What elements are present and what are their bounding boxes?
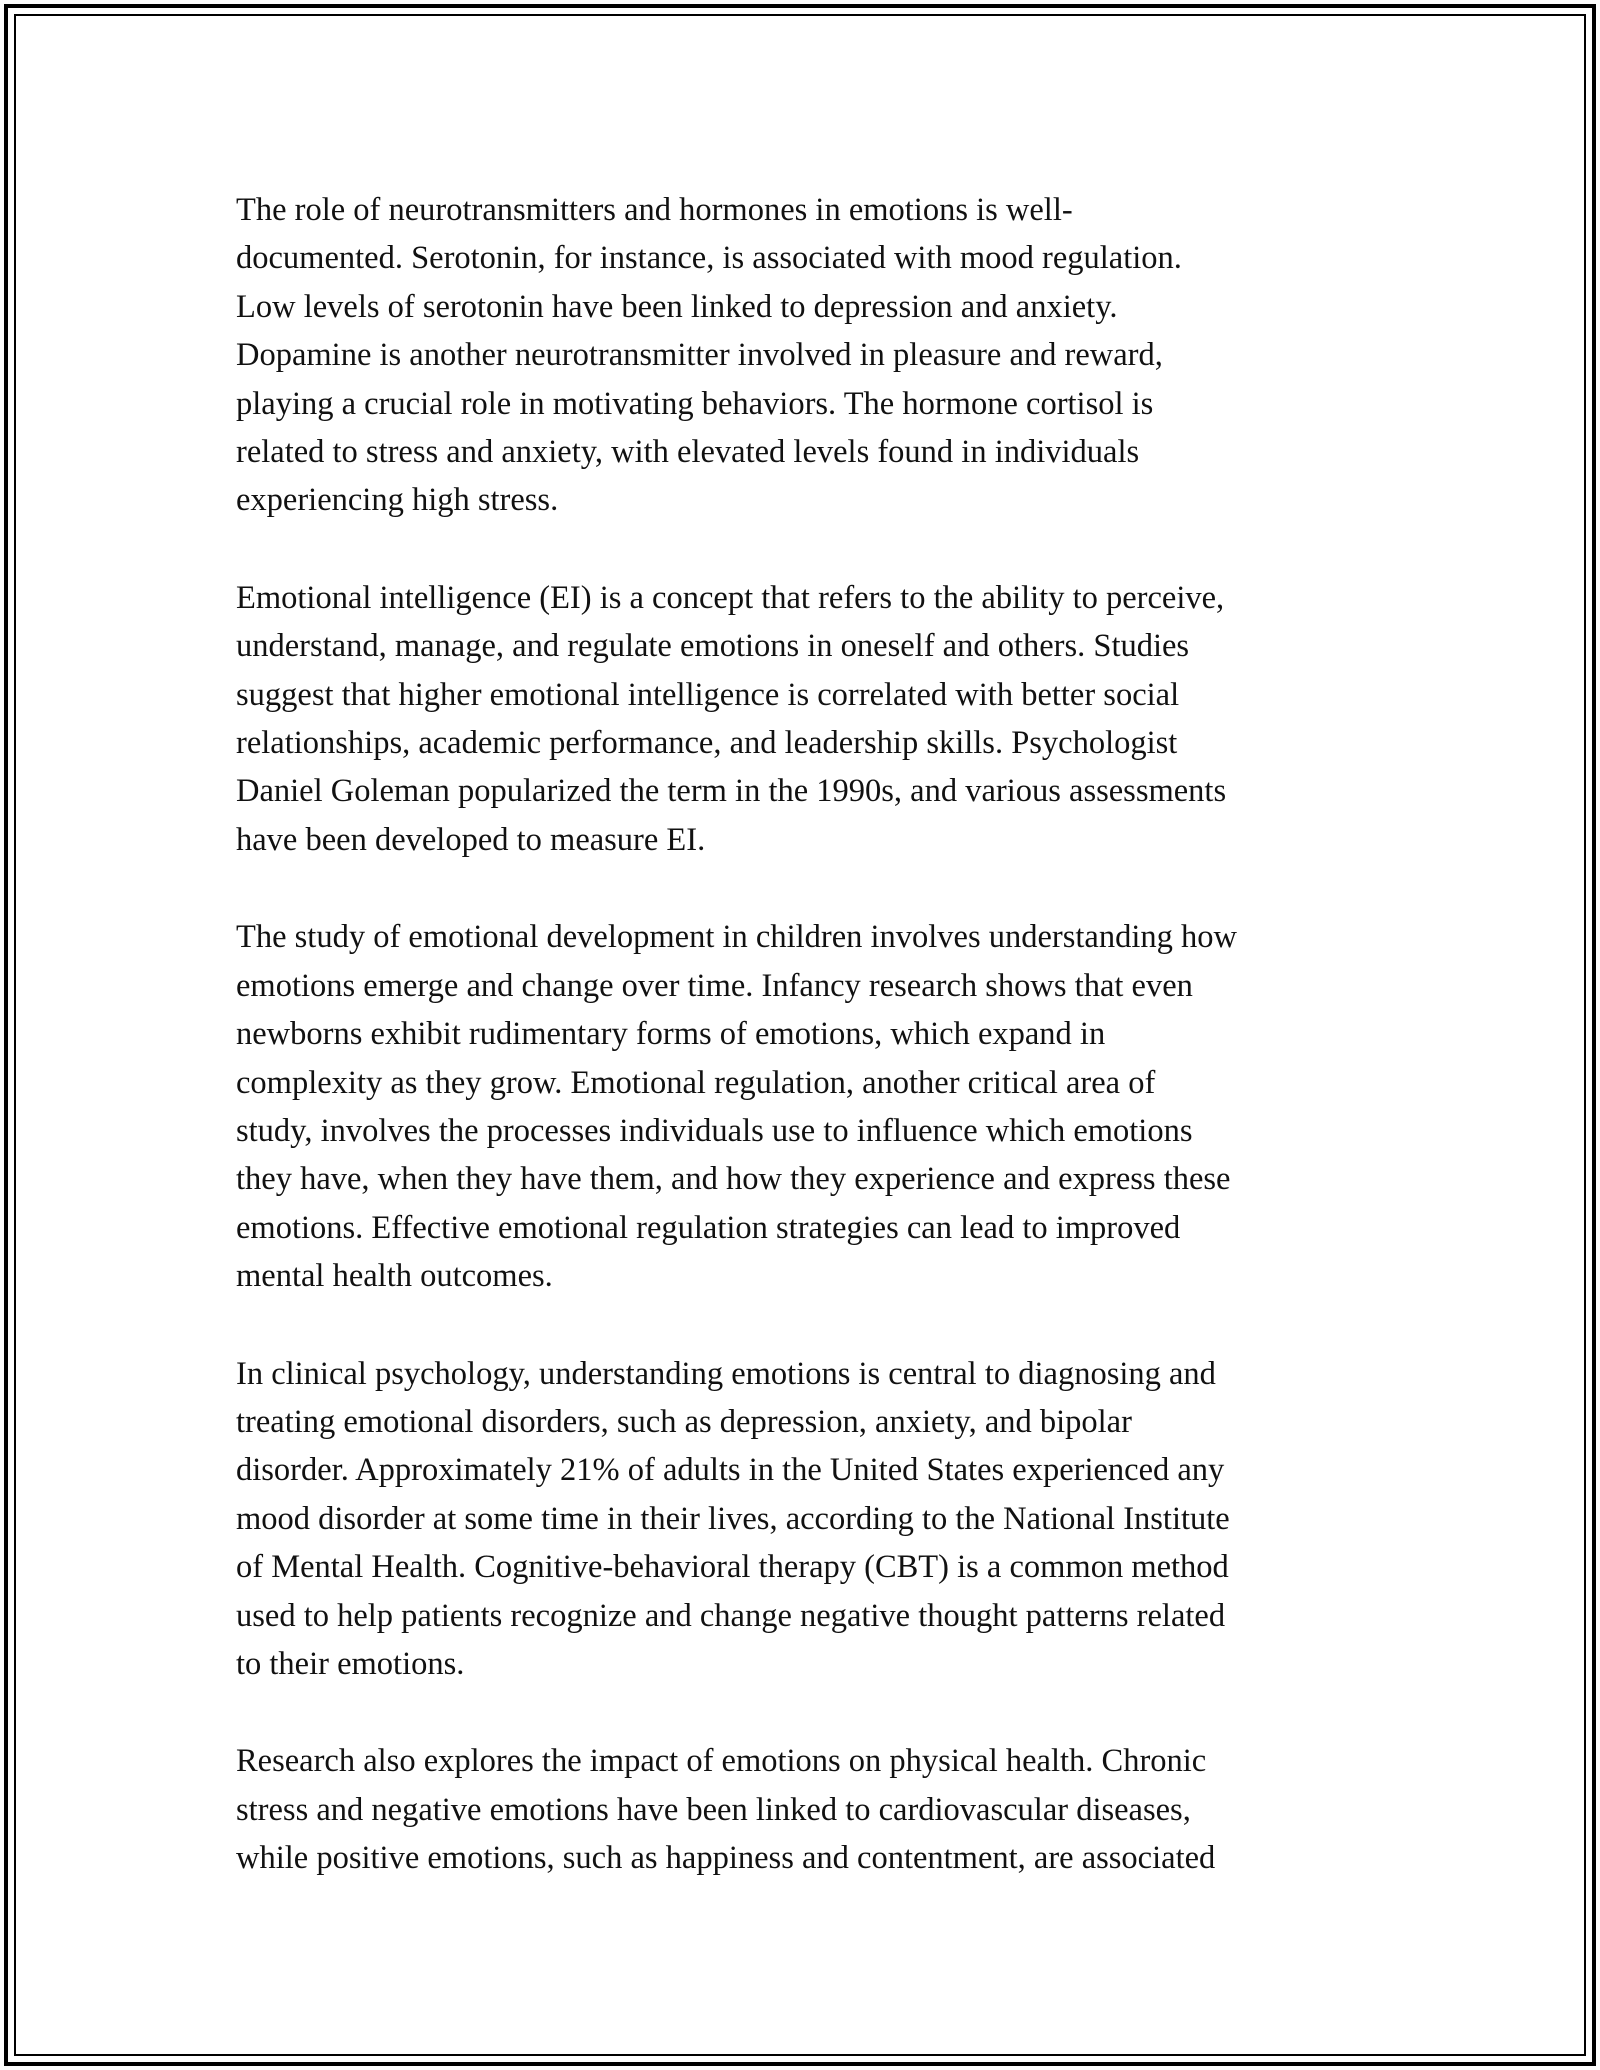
text-line: stress and negative emotions have been linked to cardiovascular diseases, xyxy=(236,1791,1191,1828)
text-line: treating emotional disorders, such as depression, anxiety, and bipolar xyxy=(236,1403,1132,1440)
text-line: In clinical psychology, understanding emotions is central to diagnosing and xyxy=(236,1355,1216,1392)
text-line: Dopamine is another neurotransmitter involved in pleasure and reward, xyxy=(236,337,1163,374)
text-line: newborns exhibit rudimentary forms of emotions, which expand in xyxy=(236,1016,1106,1053)
text-line: Daniel Goleman popularized the term in the 1990s, and various assessments xyxy=(236,773,1227,810)
paragraph-physical-health xyxy=(236,1737,1396,1882)
text-line: to their emotions. xyxy=(236,1645,465,1682)
text-line: The role of neurotransmitters and hormones in emotions is well- xyxy=(236,192,1073,228)
text-line: experiencing high stress. xyxy=(236,482,559,519)
text-line: study, involves the processes individuals use to influence which emotions xyxy=(236,1112,1193,1149)
text-line: understand, manage, and regulate emotions in oneself and others. Studies xyxy=(236,628,1190,665)
text-line: complexity as they grow. Emotional regulation, another critical area of xyxy=(236,1064,1156,1101)
text-line: they have, when they have them, and how they experience and express these xyxy=(236,1161,1231,1198)
paragraph-emotional-development xyxy=(236,913,1396,1300)
text-line: of Mental Health. Cognitive-behavioral therapy (CBT) is a common method xyxy=(236,1549,1229,1586)
text-line: used to help patients recognize and change negative thought patterns related xyxy=(236,1597,1226,1634)
paragraph-emotional-intelligence xyxy=(236,574,1396,864)
text-line: playing a crucial role in motivating behaviors. The hormone cortisol is xyxy=(236,385,1154,422)
text-line: while positive emotions, such as happiness and contentment, are associated xyxy=(236,1840,1216,1877)
paragraph-neurotransmitters xyxy=(236,186,1396,525)
text-line: documented. Serotonin, for instance, is associated with mood regulation. xyxy=(236,240,1182,277)
document-page xyxy=(236,186,1396,1932)
text-line: emotions. Effective emotional regulation strategies can lead to improved xyxy=(236,1209,1181,1246)
text-line: have been developed to measure EI. xyxy=(236,821,706,858)
text-line: mental health outcomes. xyxy=(236,1258,553,1295)
text-line: relationships, academic performance, and leadership skills. Psychologist xyxy=(236,725,1178,762)
paragraph-clinical-psychology xyxy=(236,1350,1396,1689)
text-line: Low levels of serotonin have been linked to depression and anxiety. xyxy=(236,288,1118,325)
text-line: emotions emerge and change over time. Infancy research shows that even xyxy=(236,967,1193,1004)
text-line: The study of emotional development in children involves understanding how xyxy=(236,919,1237,956)
text-line: related to stress and anxiety, with elevated levels found in individuals xyxy=(236,434,1140,471)
text-line: disorder. Approximately 21% of adults in the United States experienced any xyxy=(236,1452,1225,1489)
text-line: Research also explores the impact of emotions on physical health. Chronic xyxy=(236,1743,1207,1780)
text-line: Emotional intelligence (EI) is a concept that refers to the ability to perceive, xyxy=(236,579,1225,616)
text-line: mood disorder at some time in their lives, according to the National Institute xyxy=(236,1500,1230,1537)
text-line: suggest that higher emotional intelligence is correlated with better social xyxy=(236,676,1180,713)
